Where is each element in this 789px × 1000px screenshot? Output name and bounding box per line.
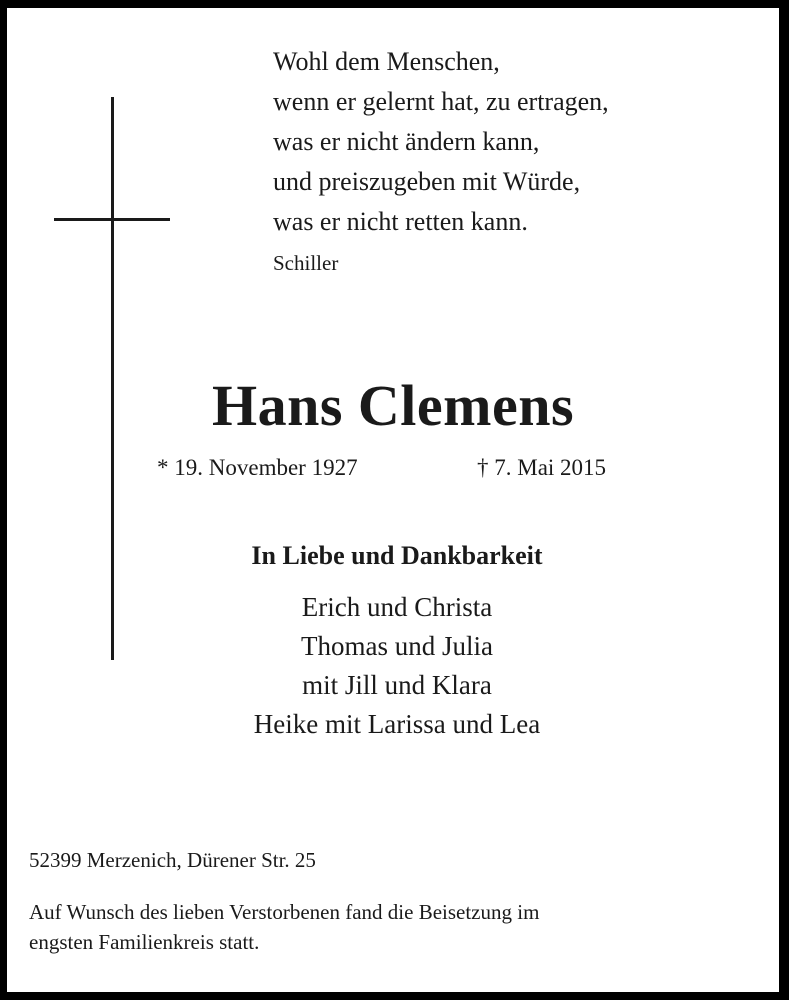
poem-author: Schiller bbox=[273, 251, 339, 275]
death-date: † 7. Mai 2015 bbox=[477, 455, 607, 480]
obituary-notice bbox=[7, 8, 779, 992]
note-line: Auf Wunsch des lieben Verstorbenen fand die Beisetzung im bbox=[29, 900, 540, 924]
dedication-text: In Liebe und Dankbarkeit bbox=[251, 541, 543, 570]
poem-line: was er nicht retten kann. bbox=[273, 207, 528, 236]
dedication-heading bbox=[7, 541, 779, 571]
note-line: engsten Familienkreis statt. bbox=[29, 930, 260, 954]
poem-quote bbox=[273, 42, 609, 242]
burial-note bbox=[29, 897, 749, 957]
family-member: Erich und Christa bbox=[301, 592, 493, 622]
birth-date: * 19. November 1927 bbox=[157, 455, 358, 480]
family-member: mit Jill und Klara bbox=[302, 670, 492, 700]
deceased-name: Hans Clemens bbox=[211, 373, 575, 438]
family-member: Heike mit Larissa und Lea bbox=[253, 709, 541, 739]
address: 52399 Merzenich, Dürener Str. 25 bbox=[29, 848, 316, 872]
poem-line: was er nicht ändern kann, bbox=[273, 127, 540, 156]
family-list bbox=[7, 588, 779, 744]
poem-line: wenn er gelernt hat, zu ertragen, bbox=[273, 87, 609, 116]
poem-line: Wohl dem Menschen, bbox=[273, 47, 500, 76]
family-member: Thomas und Julia bbox=[301, 631, 493, 661]
poem-line: und preiszugeben mit Würde, bbox=[273, 167, 581, 196]
cross-icon-horizontal bbox=[54, 218, 170, 221]
